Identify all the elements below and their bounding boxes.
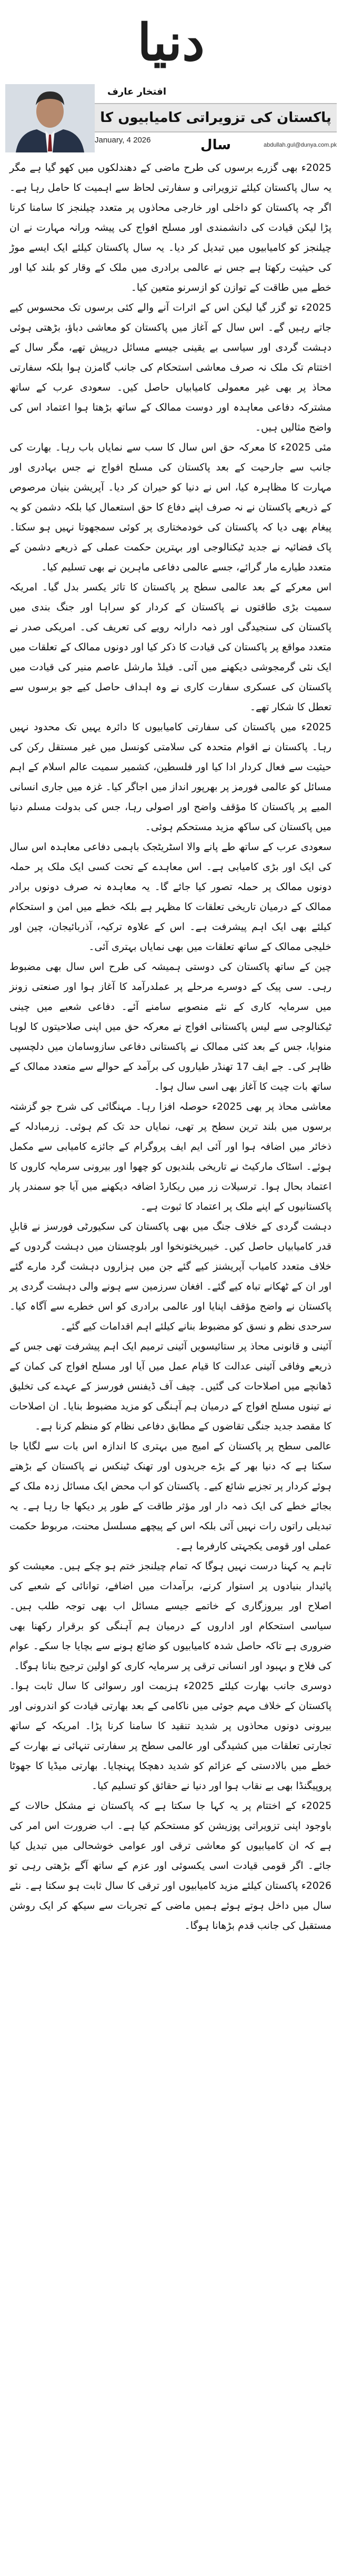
article-paragraph: سعودی عرب کے ساتھ طے پانے والا اسٹریٹجک باہمی دفاعی معاہدہ اس سال کی ایک اور بڑی کامیابی ہے۔ اس معاہدے کے تحت کسی ایک ملک پر حملہ دونوں ممالک پر حملہ تصور کیا جائے گا۔ یہ معاہدہ نہ صرف دونوں برادر ممالک کے درمیان تاریخی تعلقات کا مظہر ہے بلکہ خطے میں امن و استحکام کیلئے بھی ایک اہم پیشرفت ہے۔ اس کے علاوہ ترکیہ، آذربائیجان، چین اور خلیجی ممالک کے ساتھ تعلقات میں بھی نمایاں بہتری آئی۔ [9,841,331,953]
logo-text: دنیا [137,13,205,72]
article-paragraph: دہشت گردی کے خلاف جنگ میں بھی پاکستان کی سکیورٹی فورسز نے قابلِ قدر کامیابیاں حاصل کیں۔ خیبرپختونخوا اور بلوچستان میں دہشت گردوں کے خلاف متعدد کامیاب آپریشنز کیے گئے جن میں ہزاروں دہشت گرد مارے گئے اور ان کے ٹھکانے تباہ کیے گئے۔ افغان سرزمین سے ہونے والی دہشت گردی پر پاکستان نے واضح مؤقف اپنایا اور عالمی برادری کو اس خطرے سے آگاہ کیا۔ سرحدی نظم و نسق کو مضبوط بنانے کیلئے اہم اقدامات کیے گئے۔ [9,1221,331,1332]
newspaper-logo [118,3,224,82]
article-paragraph: عالمی سطح پر پاکستان کے امیج میں بہتری کا اندازہ اس بات سے لگایا جا سکتا ہے کہ دنیا بھر کے بڑے جریدوں اور تھنک ٹینکس نے پاکستان کے بڑھتے ہوئے کردار پر تجزیے شائع کیے۔ پاکستان کو اب محض ایک مسائل زدہ ملک کے بجائے خطے کی ایک ذمہ دار اور مؤثر طاقت کے طور پر دیکھا جا رہا ہے۔ یہ تبدیلی راتوں رات نہیں آئی بلکہ اس کے پیچھے مسلسل محنت، مربوط حکمت عملی اور قومی یکجہتی کارفرما ہے۔ [9,1440,331,1552]
article-body [9,158,331,2565]
article-paragraph: چین کے ساتھ پاکستان کی دوستی ہمیشہ کی طرح اس سال بھی مضبوط رہی۔ سی پیک کے دوسرے مرحلے پر عملدرآمد کا آغاز ہوا اور صنعتی زونز میں سرمایہ کاری کے نئے منصوبے سامنے آئے۔ دفاعی شعبے میں چینی ٹیکنالوجی سے لیس پاکستانی افواج نے معرکہ حق میں اپنی صلاحیتوں کا لوہا منوایا، جس کے بعد کئی ممالک نے پاکستانی دفاعی سازوسامان میں دلچسپی ظاہر کی۔ جے ایف 17 تھنڈر طیاروں کی برآمد کے حوالے سے متعدد ممالک کے ساتھ بات چیت کا آغاز بھی اسی سال ہوا۔ [9,961,331,1092]
article-paragraph: 2025ء کے اختتام پر یہ کہا جا سکتا ہے کہ پاکستان نے مشکل حالات کے باوجود اپنی تزویراتی پوزیشن کو مستحکم کیا ہے۔ اب ضرورت اس امر کی ہے کہ ان کامیابیوں کو معاشی ترقی اور عوامی خوشحالی میں تبدیل کیا جائے۔ اگر قومی قیادت اسی یکسوئی اور عزم کے ساتھ آگے بڑھتی رہی تو 2026ء پاکستان کیلئے مزید کامیابیوں اور ترقی کا سال ثابت ہو سکتا ہے۔ نئے سال میں داخل ہوتے ہوئے ہمیں ماضی کے تجربات سے سیکھ کر ایک روشن مستقبل کی جانب قدم بڑھانا ہوگا۔ [9,1800,331,1931]
author-portrait-icon [5,84,95,152]
masthead [0,0,342,84]
article-paragraph: اس معرکے کے بعد عالمی سطح پر پاکستان کا تاثر یکسر بدل گیا۔ امریکہ سمیت بڑی طاقتوں نے پاکستان کے کردار کو سراہا اور جنگ بندی میں پاکستان کی سنجیدگی اور ذمہ دارانہ رویے کی تعریف کی۔ امریکی صدر نے متعدد مواقع پر پاکستان کی قیادت کا ذکر کیا اور دونوں ممالک کے تعلقات میں ایک نئی گرمجوشی دیکھنے میں آئی۔ فیلڈ مارشل عاصم منیر کی قیادت میں پاکستان کی عسکری سفارت کاری نے وہ اہداف حاصل کیے جو برسوں سے تعطل کا شکار تھے۔ [9,581,331,713]
article-paragraph: آئینی و قانونی محاذ پر ستائیسویں آئینی ترمیم ایک اہم پیشرفت تھی جس کے ذریعے وفاقی آئینی عدالت کا قیام عمل میں آیا اور مسلح افواج کی کمان کے ڈھانچے میں اصلاحات کی گئیں۔ چیف آف ڈیفنس فورسز کے عہدے کی تخلیق نے تینوں مسلح افواج کے درمیان ہم آہنگی کو مزید مضبوط بنایا۔ ان اصلاحات کا مقصد جدید جنگی تقاضوں کے مطابق دفاعی نظام کو منظم کرنا ہے۔ [9,1341,331,1432]
article-paragraph: دوسری جانب بھارت کیلئے 2025ء ہزیمت اور رسوائی کا سال ثابت ہوا۔ پاکستان کے خلاف مہم جوئی میں ناکامی کے بعد بھارتی قیادت کو اندرونی اور بیرونی دونوں محاذوں پر شدید تنقید کا سامنا کرنا پڑا۔ امریکہ کے ساتھ تجارتی تعلقات میں کشیدگی اور عالمی سطح پر سفارتی تنہائی نے بھارت کے خطے میں بالادستی کے عزائم کو شدید دھچکا پہنچایا۔ بھارتی میڈیا کا جھوٹا پروپیگنڈا بھی بے نقاب ہوا اور دنیا نے حقائق کو تسلیم کیا۔ [9,1680,331,1792]
article-paragraph: تاہم یہ کہنا درست نہیں ہوگا کہ تمام چیلنجز ختم ہو چکے ہیں۔ معیشت کو پائیدار بنیادوں پر استوار کرنے، برآمدات میں اضافے، توانائی کے شعبے کی اصلاح اور بیروزگاری کے خاتمے جیسے مسائل اب بھی توجہ طلب ہیں۔ سیاسی استحکام اور اداروں کے درمیان ہم آہنگی کو برقرار رکھنا بھی ضروری ہے تاکہ حاصل شدہ کامیابیوں کو ضائع ہونے سے بچایا جا سکے۔ عوام کی فلاح و بہبود اور انسانی ترقی پر سرمایہ کاری کو اولین ترجیح بنانا ہوگا۔ [9,1560,331,1672]
column-title: پاکستان کی تزویراتی کامیابیوں کا سال [100,110,331,153]
author-photo [5,84,95,152]
article-paragraph: مئی 2025ء کا معرکہ حق اس سال کا سب سے نمایاں باب رہا۔ بھارت کی جانب سے جارحیت کے بعد پاکستان کی مسلح افواج نے جس بہادری اور مہارت کا مظاہرہ کیا، اس نے دنیا کو حیران کر دیا۔ آپریشن بنیان مرصوص کے ذریعے پاکستان نے نہ صرف اپنے دفاع کا حق استعمال کیا بلکہ دشمن کو یہ پیغام بھی دیا کہ پاکستان کی خودمختاری پر کوئی سمجھوتا نہیں ہو سکتا۔ پاک فضائیہ نے جدید ٹیکنالوجی اور بہترین حکمت عملی کے ذریعے دشمن کے متعدد طیارے مار گرائے، جسے عالمی دفاعی ماہرین نے بھی تسلیم کیا۔ [9,442,331,573]
article-paragraph: 2025ء تو گزر گیا لیکن اس کے اثرات آنے والے کئی برسوں تک محسوس کیے جاتے رہیں گے۔ اس سال کے آغاز میں پاکستان کو معاشی دباؤ، بڑھتی ہوئی دہشت گردی اور سیاسی بے یقینی جیسے مسائل درپیش تھے، مگر سال کے اختتام تک ملک نہ صرف معاشی استحکام کی جانب گامزن ہوا بلکہ سفارتی محاذ پر بھی غیر معمولی کامیابیاں حاصل کیں۔ سعودی عرب کے ساتھ مشترکہ دفاعی معاہدہ اور دوست ممالک کے ساتھ بڑھتا ہوا اعتماد اس کی واضح مثالیں ہیں۔ [9,302,331,433]
article-paragraph: معاشی محاذ پر بھی 2025ء حوصلہ افزا رہا۔ مہنگائی کی شرح جو گزشتہ برسوں میں بلند ترین سطح پر تھی، نمایاں حد تک کم ہوئی۔ زرمبادلہ کے ذخائر میں اضافہ ہوا اور آئی ایم ایف پروگرام کے جائزے کامیابی سے مکمل ہوئے۔ اسٹاک مارکیٹ نے تاریخی بلندیوں کو چھوا اور بیرونی سرمایہ کاروں کا اعتماد بحال ہوا۔ ترسیلات زر میں ریکارڈ اضافہ دیکھنے میں آیا جو سمندر پار پاکستانیوں کے اپنے ملک پر اعتماد کا ثبوت ہے۔ [9,1101,331,1212]
column-header [0,84,342,152]
column-date: January, 4 2026 [95,136,151,145]
article-paragraph: 2025ء میں پاکستان کی سفارتی کامیابیوں کا دائرہ یہیں تک محدود نہیں رہا۔ پاکستان نے اقوام متحدہ کی سلامتی کونسل میں غیر مستقل رکن کی حیثیت سے فعال کردار ادا کیا اور فلسطین، کشمیر سمیت عالم اسلام کے اہم مسائل کو عالمی فورمز پر بھرپور انداز میں اجاگر کیا۔ غزہ میں جاری انسانی المیے پر پاکستان کا مؤقف واضح اور اصولی رہا، جس کی بدولت مسلم دنیا میں پاکستان کی ساکھ مزید مستحکم ہوئی۔ [9,721,331,833]
author-email: abdullah.gul@dunya.com.pk [264,142,337,148]
article-paragraph: 2025ء بھی گزرے برسوں کی طرح ماضی کے دھندلکوں میں کھو گیا ہے مگر یہ سال پاکستان کیلئے تزویراتی و سفارتی لحاظ سے اہمیت کا حامل رہا ہے۔ اگر چہ پاکستان کو داخلی اور خارجی محاذوں پر متعدد چیلنجز کا سامنا کرنا پڑا لیکن قیادت کی دانشمندی اور مسلح افواج کی پیشہ ورانہ مہارت نے ان چیلنجز کو کامیابیوں میں تبدیل کر دیا۔ یہ سال پاکستان کیلئے ایک ایسے موڑ کی حیثیت رکھتا ہے جس نے عالمی برادری میں ملک کے وقار کو بلند کیا اور خطے میں طاقت کے توازن کو ازسرنو متعین کیا۔ [9,162,331,293]
author-name: افتخار عارف [107,86,166,97]
